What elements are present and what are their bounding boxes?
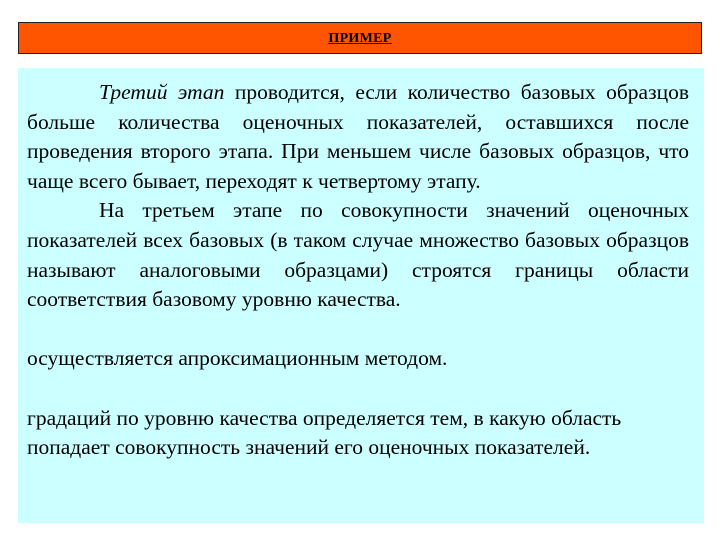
paragraph-third-stage (27, 78, 689, 196)
spacer (27, 315, 689, 345)
paragraph-third-stage-text: проводится, если количество базовых образцов больше количества оценочных показателей, оставшихся после проведения второго этапа. При меньшем числе базовых образцов, что чаще всего бывает, переходят к четвертому этапу. (27, 80, 689, 193)
paragraph-gradation: градаций по уровню качества определяется тем, в какую область попадает совокупность значений его оценочных показателей. (27, 405, 622, 460)
content-box (18, 68, 704, 523)
spacer (27, 374, 689, 404)
paragraph-approximation: осуществляется апроксимационным методом. (27, 346, 448, 371)
title-bar (18, 22, 702, 54)
emphasis-third-stage: Третий этап (99, 80, 225, 104)
paragraph-boundaries: На третьем этапе по совокупности значений оценочных показателей всех базовых (в таком случае множество базовых образцов называют аналоговыми образцами) строятся границы области соответствия базовому уровню качества. (27, 198, 689, 312)
page-title: ПРИМЕР (328, 31, 392, 46)
